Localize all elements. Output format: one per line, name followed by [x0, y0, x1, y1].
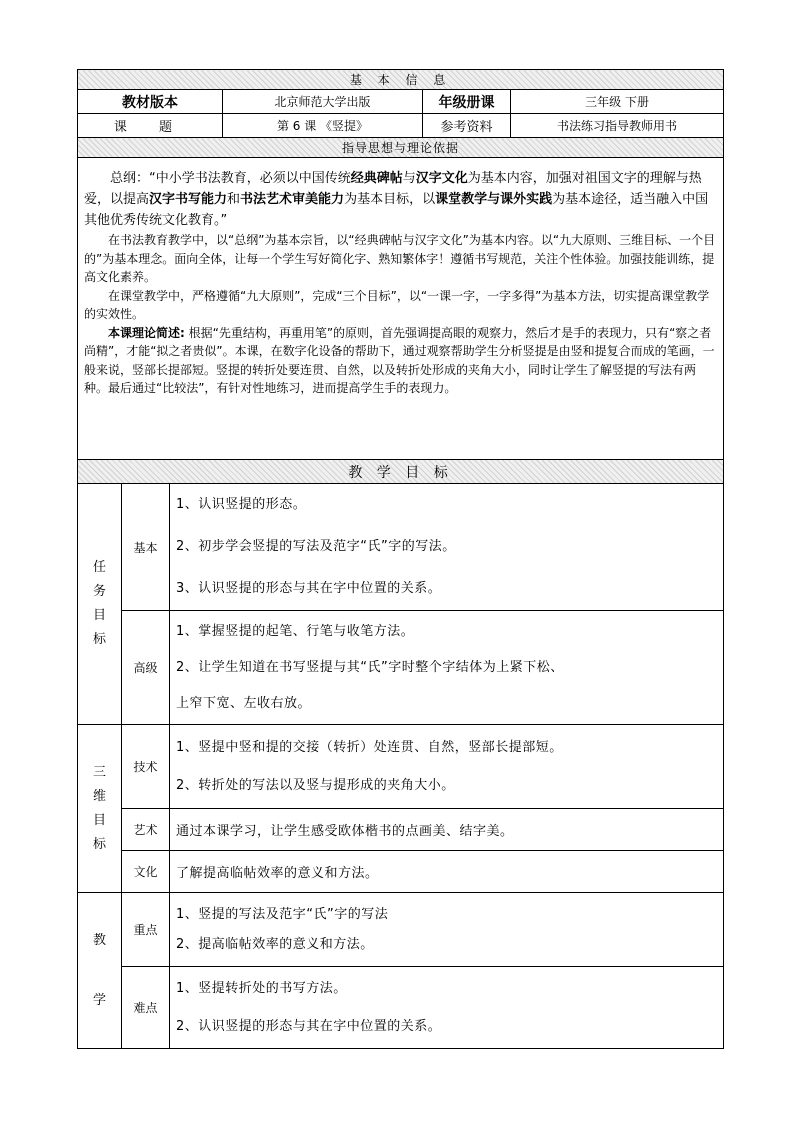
three-dim-category: 三 维 目 标: [78, 725, 122, 893]
difficult-points-label: 难点: [122, 967, 170, 1049]
guidance-paragraph-2: 在书法教育教学中，以“总纲”为基本宗旨，以“经典碑帖与汉字文化”为基本内容。以“九大原则、三维目标、一个目的”为基本理念。面向全体，让每一个学生写好简化字、熟知繁体字！遵循书写规范，关注个性体验。加强技能训练，提高文化素养。: [84, 233, 716, 284]
reference-label: 参考资料: [423, 114, 511, 138]
guidance-paragraph-4: 本课理论简述: 根据“先重结构，再重用笔”的原则，首先强调提高眼的观察力，然后才是手的表现力，只有“察之者尚精”，才能“拟之者贵似”。本课，在数字化设备的帮助下，通过观察帮助学生分析竖提是由竖和提复合而成的笔画，一般来说，竖部长提部短。竖提的转折处要连贯、自然，以及转折处形成的夹角大小，同时让学生了解竖提的写法有两种。最后通过“比较法”，有针对性地练习，进而提高学生手的表现力。: [84, 325, 715, 395]
basic-items: 1、认识竖提的形态。 2、初步学会竖提的写法及范字“氏”字的写法。 3、认识竖提的形态与其在字中位置的关系。: [170, 484, 724, 611]
basic-label: 基本: [122, 484, 170, 611]
art-text: 通过本课学习，让学生感受欧体楷书的点画美、结字美。: [170, 809, 724, 851]
key-points-label: 重点: [122, 893, 170, 967]
basic-info-heading: 基 本 信 息: [78, 70, 724, 90]
textbook-label: 教材版本: [78, 90, 223, 114]
guidance-body: [78, 158, 724, 460]
art-label: 艺术: [122, 809, 170, 851]
culture-label: 文化: [122, 851, 170, 893]
difficult-points-items: 1、竖提转折处的书写方法。 2、认识竖提的形态与其在字中位置的关系。: [170, 967, 724, 1049]
lesson-label: 课 题: [78, 114, 223, 138]
reference-value: 书法练习指导教师用书: [511, 114, 724, 138]
guidance-paragraph-3: 在课堂教学中，严格遵循“九大原则”，完成“三个目标”，以“一课一字，一字多得”为基本方法，切实提高课堂教学的实效性。: [84, 288, 710, 321]
grade-label: 年级册课: [423, 90, 511, 114]
advanced-label: 高级: [122, 611, 170, 725]
guidance-heading: 指导思想与理论依据: [78, 138, 724, 158]
lesson-value: 第 6 课 《竖提》: [223, 114, 423, 138]
teaching-category: 教 学: [78, 893, 122, 1049]
textbook-value: 北京师范大学出版: [223, 90, 423, 114]
task-objectives-category: 任 务 目 标: [78, 484, 122, 725]
culture-text: 了解提高临帖效率的意义和方法。: [170, 851, 724, 893]
objectives-heading: 教 学 目 标: [78, 460, 724, 484]
tech-items: 1、竖提中竖和提的交接（转折）处连贯、自然，竖部长提部短。 2、转折处的写法以及竖与提形成的夹角大小。: [170, 725, 724, 809]
key-points-items: 1、竖提的写法及范字“氏”字的写法 2、提高临帖效率的意义和方法。: [170, 893, 724, 967]
guidance-paragraph-1: 总纲：“中小学书法教育，必须以中国传统经典碑帖与汉字文化为基本内容，加强对祖国文字的理解与热爱，以提高汉字书写能力和书法艺术审美能力为基本目标，以课堂教学与课外实践为基本途径，适当融入中国其他优秀传统文化教育。”: [84, 171, 709, 228]
grade-value: 三年级 下册: [511, 90, 724, 114]
lesson-plan-table: [77, 69, 724, 1049]
tech-label: 技术: [122, 725, 170, 809]
advanced-items: 1、掌握竖提的起笔、行笔与收笔方法。 2、让学生知道在书写竖提与其“氏”字时整个字结体为上紧下松、 上窄下宽、左收右放。: [170, 611, 724, 725]
